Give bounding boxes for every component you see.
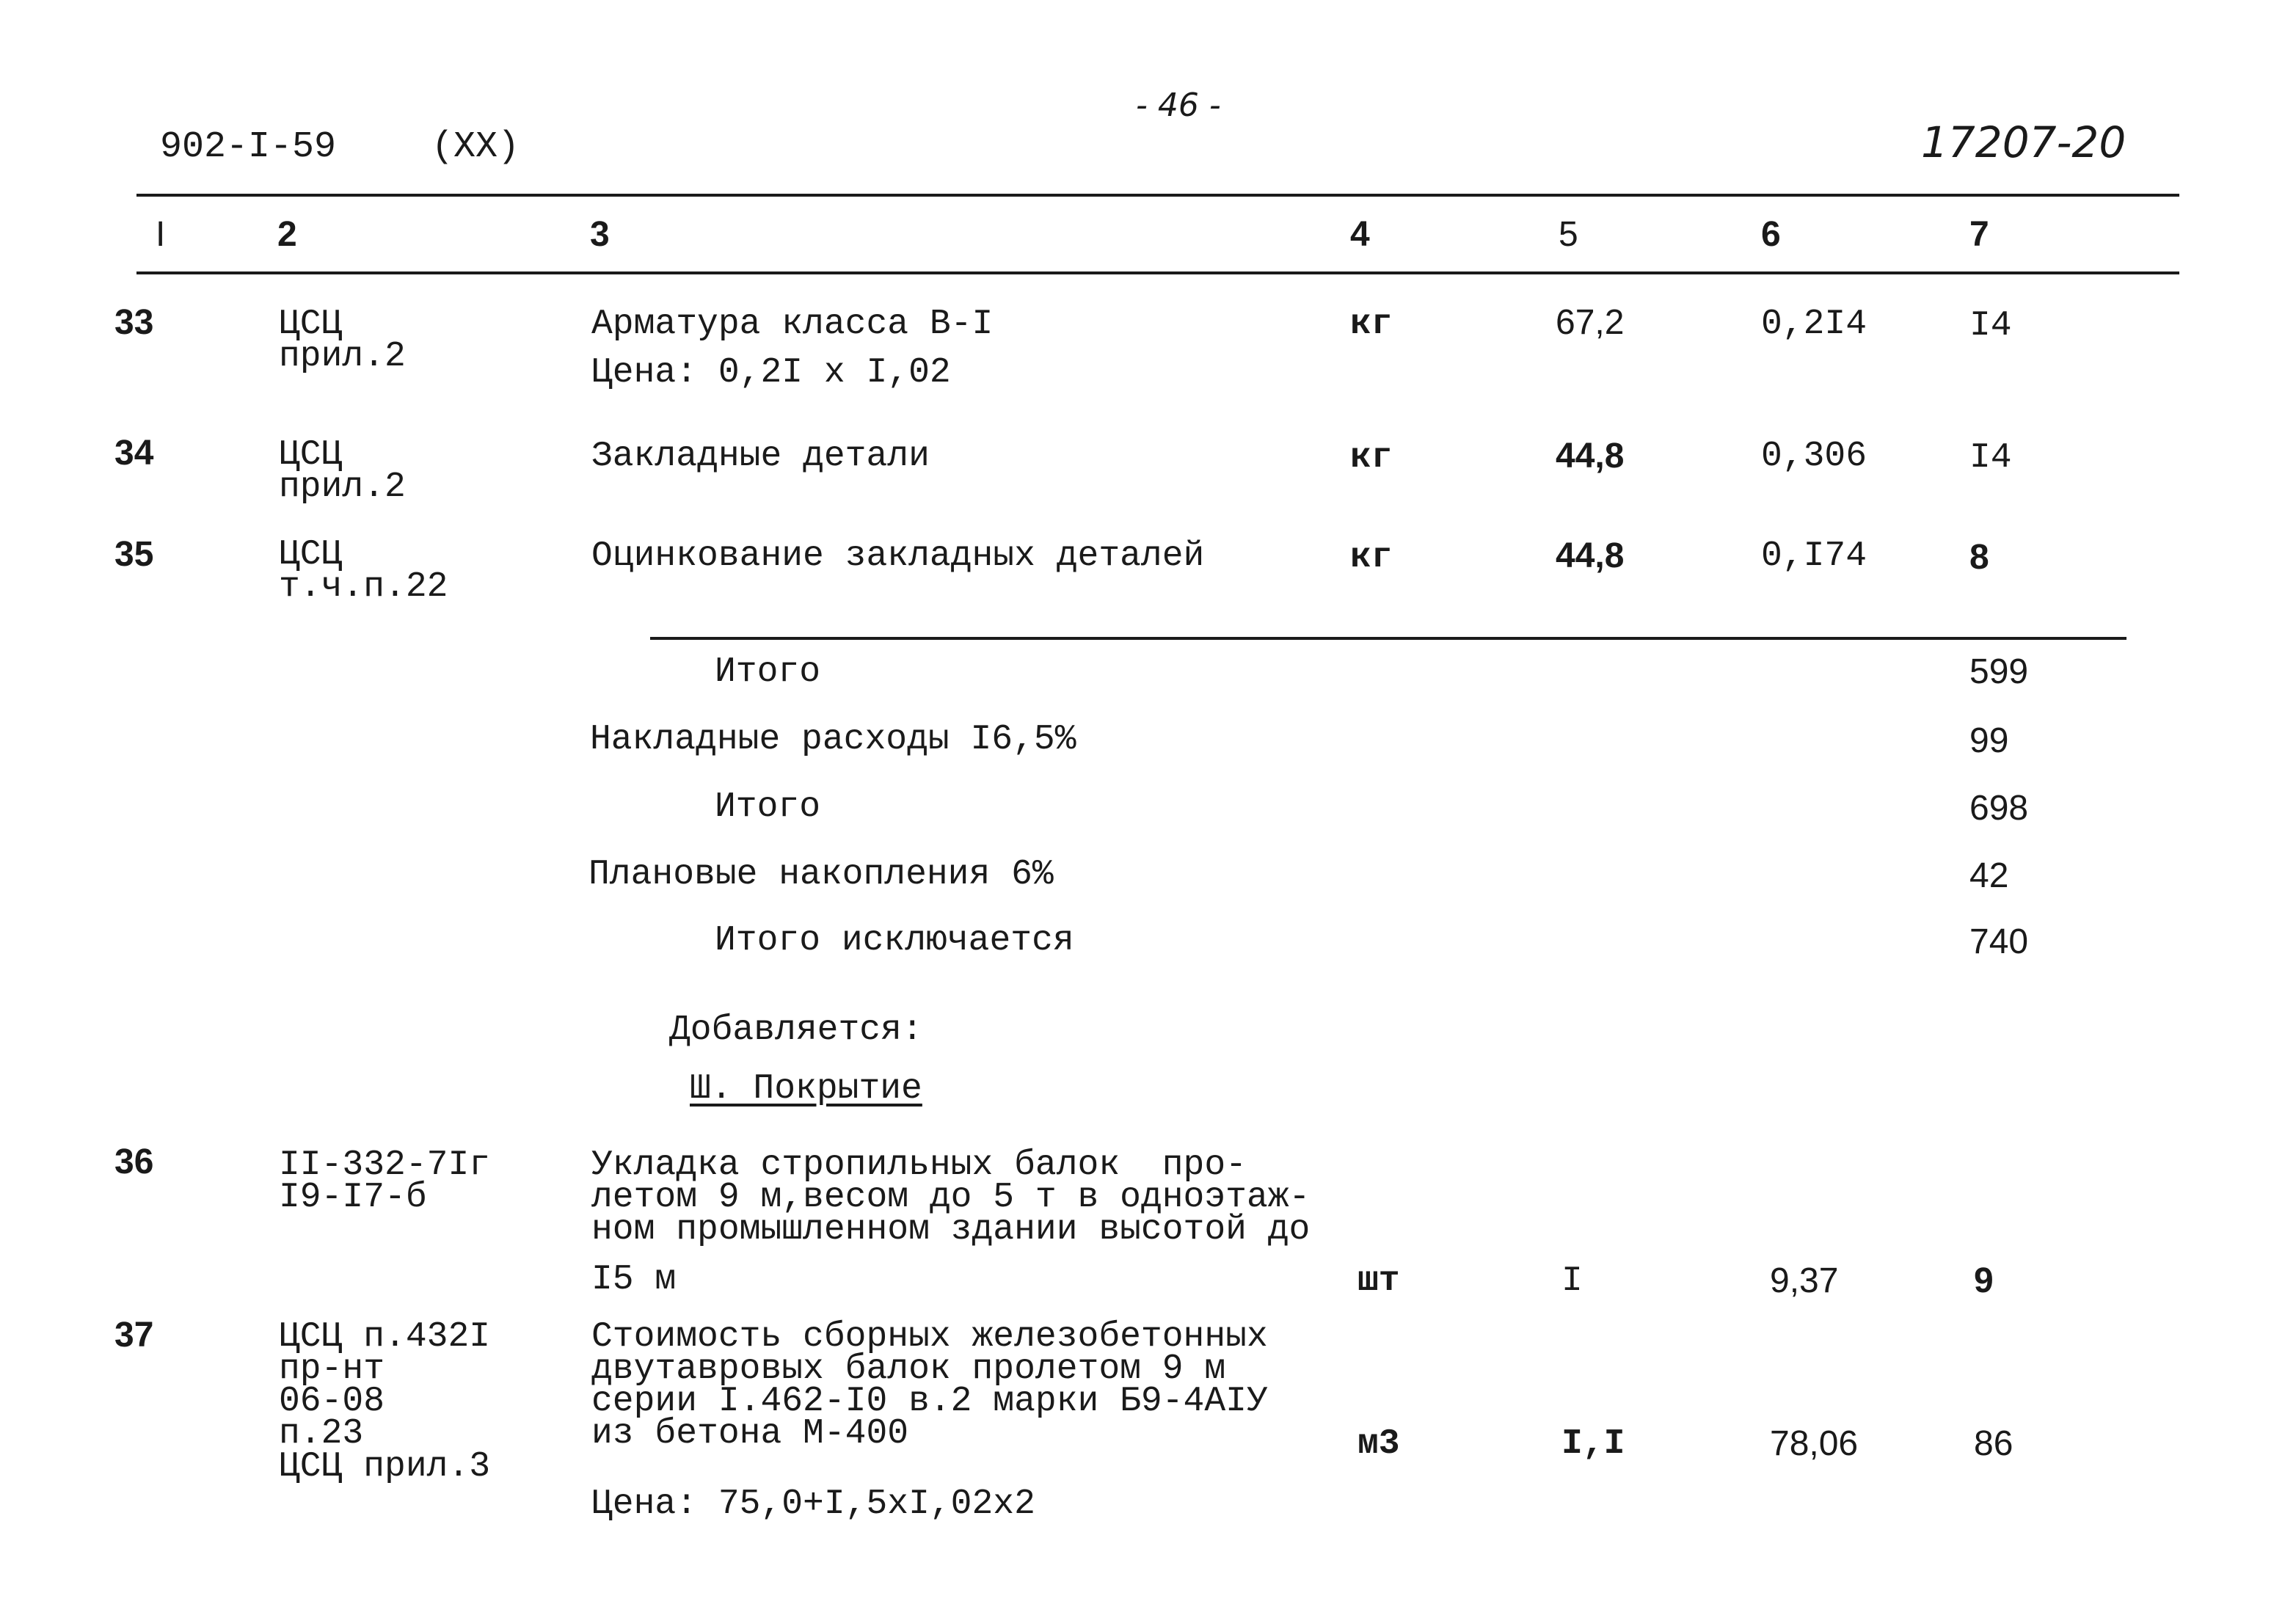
- header-rule: [136, 271, 2179, 274]
- doc-variant: (XX): [431, 126, 520, 168]
- col-header-4: 4: [1350, 215, 1370, 254]
- row-quantity: 44,8: [1556, 437, 1625, 475]
- row-reference: ЦСЦ т.ч.п.22: [279, 535, 448, 608]
- col-header-1: I: [156, 215, 166, 254]
- row-description: Закладные детали: [591, 437, 930, 476]
- row-reference: ЦСЦ прил.2: [279, 435, 406, 508]
- row-description-last: I5 м: [591, 1260, 677, 1299]
- row-total: I4: [1969, 438, 2012, 478]
- row-unit: шт: [1357, 1261, 1400, 1301]
- ref-number: 17207-20: [1921, 117, 2126, 167]
- row-unit: кг: [1350, 538, 1393, 577]
- summary-label: Итого исключается: [715, 921, 1074, 960]
- row-total: I4: [1969, 306, 2012, 346]
- row-unit-price: 78,06: [1770, 1424, 1859, 1463]
- row-unit: кг: [1350, 438, 1393, 478]
- doc-code: 902-I-59: [160, 126, 337, 168]
- row-unit-price: 9,37: [1770, 1261, 1839, 1300]
- row-number: 36: [114, 1142, 154, 1181]
- row-reference: ЦСЦ прил.2: [279, 305, 406, 377]
- row-unit: кг: [1350, 305, 1393, 344]
- row-number: 34: [114, 434, 154, 473]
- row-reference: II-332-7Iг I9-I7-б: [279, 1145, 491, 1218]
- row-unit-price: 0,I74: [1761, 536, 1867, 576]
- summary-label: Итого: [715, 652, 821, 692]
- summary-value: 740: [1969, 922, 2029, 961]
- row-number: 35: [114, 535, 154, 574]
- col-header-5: 5: [1559, 215, 1578, 254]
- row-unit-price: 0,2I4: [1761, 305, 1867, 344]
- row-reference: ЦСЦ п.432I пр-нт 06-08 п.23 ЦСЦ прил.3: [279, 1317, 491, 1487]
- summary-value: 599: [1969, 652, 2029, 691]
- row-unit-price: 0,306: [1761, 437, 1867, 476]
- col-header-3: 3: [590, 215, 610, 254]
- row-quantity: 67,2: [1556, 303, 1625, 342]
- row-quantity: 44,8: [1556, 536, 1625, 575]
- row-description: Укладка стропильных балок про- летом 9 м,весом до 5 т в одноэтаж- ном промышленном здании высотой до: [591, 1145, 1311, 1250]
- added-label: Добавляется:: [669, 1010, 923, 1050]
- row-total: 9: [1974, 1261, 1994, 1300]
- row-number: 37: [114, 1316, 154, 1355]
- summary-label: Накладные расходы I6,5%: [590, 720, 1076, 759]
- summary-value: 698: [1969, 789, 2029, 828]
- summary-label: Плановые накопления 6%: [588, 855, 1054, 894]
- row-quantity: I,I: [1561, 1424, 1625, 1464]
- row-price-note: Цена: 0,2I x I,02: [591, 353, 951, 393]
- row-total: 86: [1974, 1424, 2013, 1463]
- row-description: Стоимость сборных железобетонных двутавровых балок пролетом 9 м серии I.462-I0 в.2 марки Б9-4АIУ из бетона М-400: [591, 1317, 1268, 1454]
- top-rule: [136, 194, 2179, 197]
- row-number: 33: [114, 303, 154, 342]
- col-header-6: 6: [1761, 215, 1781, 254]
- row-price-note: Цена: 75,0+I,5xI,02x2: [591, 1484, 1035, 1524]
- subtotal-rule: [650, 637, 2126, 640]
- row-quantity: I: [1561, 1261, 1583, 1301]
- page-number: - 46 -: [1136, 87, 1221, 124]
- row-total: 8: [1969, 538, 1989, 577]
- section-title: Ш. Покрытие: [690, 1069, 922, 1109]
- summary-value: 99: [1969, 721, 2009, 760]
- summary-label: Итого: [715, 787, 821, 827]
- row-description: Арматура класса B-I: [591, 305, 994, 344]
- col-header-2: 2: [277, 215, 297, 254]
- col-header-7: 7: [1969, 215, 1989, 254]
- summary-value: 42: [1969, 856, 2009, 895]
- row-unit: м3: [1357, 1424, 1400, 1464]
- row-description: Оцинкование закладных деталей: [591, 536, 1205, 576]
